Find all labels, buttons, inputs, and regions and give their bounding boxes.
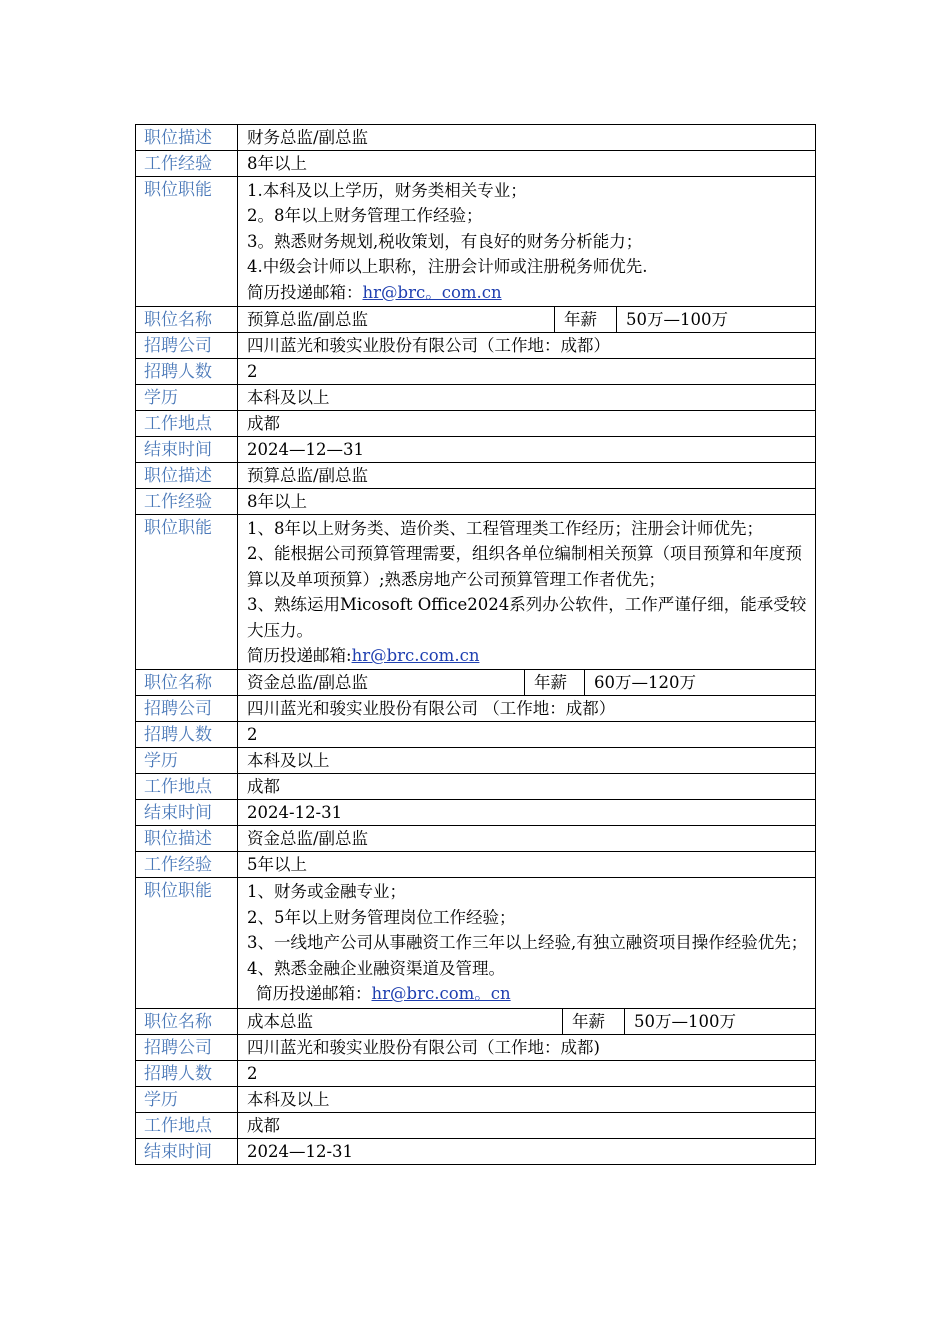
row-count	[136, 722, 816, 748]
label-end: 结束时间	[136, 800, 238, 825]
duty-line: 2。8年以上财务管理工作经验；	[247, 206, 483, 226]
label-count: 招聘人数	[136, 359, 238, 384]
row-title-salary	[136, 307, 816, 333]
value-location: 成都	[238, 1113, 816, 1138]
value-exp: 5年以上	[238, 852, 816, 877]
label-location: 工作地点	[136, 1113, 238, 1138]
label-company: 招聘公司	[136, 696, 238, 721]
label-edu: 学历	[136, 1087, 238, 1112]
value-salary: 50万—100万	[617, 307, 816, 332]
row-end	[136, 1139, 816, 1165]
row-title-salary	[136, 1009, 816, 1035]
duty-line: 1、8年以上财务类、造价类、工程管理类工作经历；注册会计师优先；	[247, 519, 763, 539]
value-desc: 财务总监/副总监	[238, 125, 816, 150]
label-exp: 工作经验	[136, 489, 238, 514]
label-salary: 年薪	[563, 1009, 625, 1034]
value-duties	[238, 177, 816, 306]
value-end: 2024—12-31	[238, 1139, 816, 1164]
value-end: 2024—12—31	[238, 437, 816, 462]
value-duties	[238, 515, 816, 669]
row-desc	[136, 125, 816, 151]
row-edu	[136, 748, 816, 774]
email-link[interactable]: hr@brc.com.cn	[351, 646, 480, 666]
value-company: 四川蓝光和骏实业股份有限公司（工作地：成都)	[238, 1035, 816, 1060]
label-desc: 职位描述	[136, 826, 238, 851]
row-company	[136, 1035, 816, 1061]
email-link[interactable]: hr@brc。com.cn	[362, 282, 502, 302]
label-count: 招聘人数	[136, 1061, 238, 1086]
label-duties: 职位职能	[136, 878, 238, 1007]
duty-line: 2、5年以上财务管理岗位工作经验；	[247, 907, 516, 927]
duty-line: 1、财务或金融专业；	[247, 882, 406, 902]
row-edu	[136, 385, 816, 411]
label-company: 招聘公司	[136, 333, 238, 358]
row-location	[136, 411, 816, 437]
duty-line: 1.本科及以上学历，财务类相关专业；	[247, 181, 527, 200]
row-duties	[136, 177, 816, 307]
duty-line: 3、一线地产公司从事融资工作三年以上经验,有独立融资项目操作经验优先；	[247, 933, 808, 953]
email-label: 简历投递邮箱：	[247, 282, 363, 302]
row-exp	[136, 852, 816, 878]
value-location: 成都	[238, 411, 816, 436]
value-edu: 本科及以上	[238, 1087, 816, 1112]
value-salary: 60万—120万	[585, 670, 816, 695]
label-count: 招聘人数	[136, 722, 238, 747]
label-edu: 学历	[136, 748, 238, 773]
row-count	[136, 1061, 816, 1087]
value-location: 成都	[238, 774, 816, 799]
value-name: 预算总监/副总监	[238, 307, 555, 332]
value-name: 资金总监/副总监	[238, 670, 525, 695]
row-desc	[136, 826, 816, 852]
value-company: 四川蓝光和骏实业股份有限公司（工作地：成都）	[238, 333, 816, 358]
row-company	[136, 696, 816, 722]
row-edu	[136, 1087, 816, 1113]
label-name: 职位名称	[136, 670, 238, 695]
label-company: 招聘公司	[136, 1035, 238, 1060]
label-exp: 工作经验	[136, 852, 238, 877]
value-name: 成本总监	[238, 1009, 563, 1034]
value-exp: 8年以上	[238, 151, 816, 176]
label-location: 工作地点	[136, 774, 238, 799]
email-label: 简历投递邮箱：	[256, 984, 372, 1004]
row-title-salary	[136, 670, 816, 696]
value-end: 2024-12-31	[238, 800, 816, 825]
label-location: 工作地点	[136, 411, 238, 436]
label-exp: 工作经验	[136, 151, 238, 176]
row-company	[136, 333, 816, 359]
value-desc: 资金总监/副总监	[238, 826, 816, 851]
label-end: 结束时间	[136, 437, 238, 462]
row-end	[136, 437, 816, 463]
value-duties	[238, 878, 816, 1007]
duty-line: 2、能根据公司预算管理需要，组织各单位编制相关预算（项目预算和年度预算以及单项预算）;熟悉房地产公司预算管理工作者优先；	[247, 544, 802, 589]
row-duties	[136, 515, 816, 670]
row-desc	[136, 463, 816, 489]
value-edu: 本科及以上	[238, 385, 816, 410]
row-exp	[136, 489, 816, 515]
email-label: 简历投递邮箱:	[247, 646, 352, 666]
label-salary: 年薪	[555, 307, 617, 332]
value-edu: 本科及以上	[238, 748, 816, 773]
value-count: 2	[238, 1061, 816, 1086]
duty-line: 3、熟练运用Micosoft Office2024系列办公软件，工作严谨仔细，能承受较大压力。	[247, 595, 807, 640]
duty-line: 4、熟悉金融企业融资渠道及管理。	[247, 958, 505, 978]
value-desc: 预算总监/副总监	[238, 463, 816, 488]
value-exp: 8年以上	[238, 489, 816, 514]
duty-line: 4.中级会计师以上职称，注册会计师或注册税务师优先.	[247, 257, 648, 277]
email-line	[247, 981, 809, 1006]
row-exp	[136, 151, 816, 177]
email-line	[247, 280, 809, 305]
duty-line: 3。熟悉财务规划,税收策划，有良好的财务分析能力；	[247, 231, 643, 251]
job-listing-table	[135, 124, 816, 1165]
label-edu: 学历	[136, 385, 238, 410]
label-name: 职位名称	[136, 1009, 238, 1034]
label-desc: 职位描述	[136, 125, 238, 150]
value-company: 四川蓝光和骏实业股份有限公司 （工作地：成都）	[238, 696, 816, 721]
row-location	[136, 1113, 816, 1139]
label-duties: 职位职能	[136, 515, 238, 669]
value-count: 2	[238, 359, 816, 384]
row-duties	[136, 878, 816, 1008]
row-end	[136, 800, 816, 826]
label-desc: 职位描述	[136, 463, 238, 488]
value-salary: 50万—100万	[625, 1009, 816, 1034]
label-salary: 年薪	[525, 670, 585, 695]
label-duties: 职位职能	[136, 177, 238, 306]
row-count	[136, 359, 816, 385]
row-location	[136, 774, 816, 800]
email-line	[247, 643, 809, 668]
label-end: 结束时间	[136, 1139, 238, 1164]
value-count: 2	[238, 722, 816, 747]
email-link[interactable]: hr@brc.com。cn	[371, 984, 511, 1004]
label-name: 职位名称	[136, 307, 238, 332]
